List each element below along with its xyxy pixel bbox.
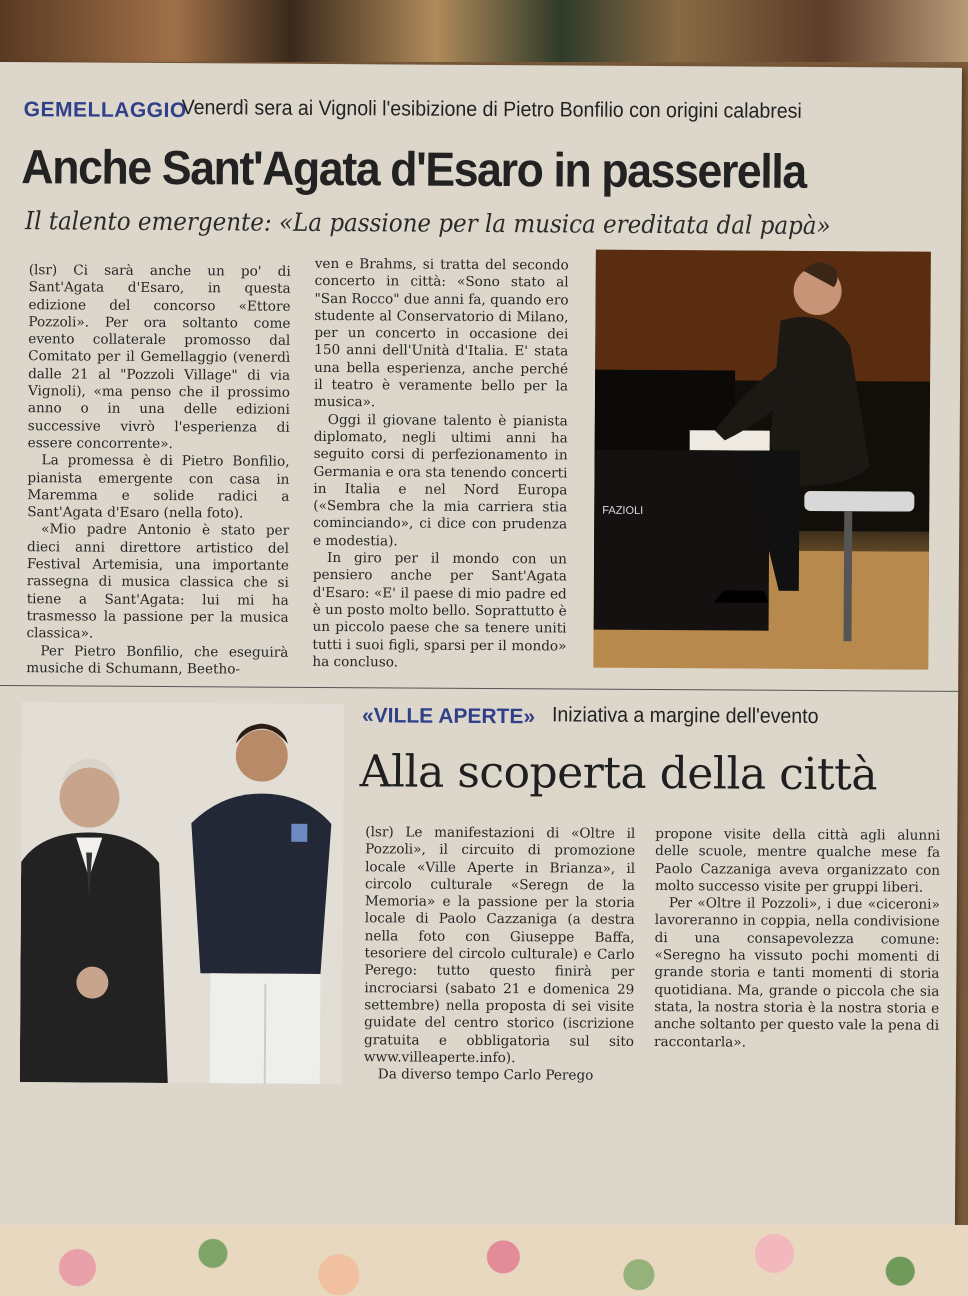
article1-kicker: GEMELLAGGIO bbox=[23, 98, 187, 123]
article1-col2-paragraph: ven e Brahms, si tratta del secondo concerto in città: «Sono stato al "San Rocco" due anni fa, quando ero studente al Conservatorio di Milano, per un concerto in occasione dei 150 anni dell'Unità d'Italia. E' stata una bella esperienza, anche perché il teatro è veramente bello per la musica». bbox=[313, 255, 569, 411]
people-photo bbox=[20, 702, 344, 1084]
two-men-illustration bbox=[20, 702, 344, 1084]
article2-headline: Alla scoperta della città bbox=[359, 746, 878, 801]
article1-col1-paragraph: Per Pietro Bonfilio, che eseguirà musiche di Schumann, Beetho- bbox=[26, 642, 289, 678]
article2-column-2 bbox=[654, 826, 940, 1053]
article1-col1-paragraph: «Mio padre Antonio è stato per dieci anni direttore artistico del Festival Artemisia, una importante rassegna di musica classica che si tiene a Sant'Agata: lui mi ha trasmesso la passione per la musica classica». bbox=[26, 521, 290, 642]
article1-col1-paragraph: La promessa è di Pietro Bonfilio, pianista emergente con casa in Maremma e solide radici a Sant'Agata d'Esaro (nella foto). bbox=[27, 452, 290, 522]
newspaper-page bbox=[0, 62, 962, 1246]
piano-brand-logo: FAZIOLI bbox=[602, 504, 644, 517]
section-divider bbox=[0, 685, 958, 692]
article1-col2-paragraph: Oggi il giovane talento è pianista diplomato, negli ultimi anni ha seguito corsi di perfezionamento in Germania e ora sta tenendo concerti in Italia e nel Nord Europa («Sembra che la mia carriera stia cominciando», ci dice con prudenza e modestia). bbox=[313, 411, 568, 550]
article2-kicker: «VILLE APERTE» bbox=[361, 704, 536, 729]
article2-col2-paragraph: propone visite della città agli alunni delle scuole, mentre qualche mese fa Paolo Cazzaniga aveva organizzato con molto successo visite per gruppi liberi. bbox=[654, 826, 941, 896]
article2-col2-paragraph: Per «Oltre il Pozzoli», i due «ciceroni» lavoreranno in coppia, nella condivisione di una consapevolezza comune: «Seregno ha vissuto pochi momenti di grande storia e tanti momenti di storia quotidiana. Ma, grande o piccola che sia stata, la nostra storia è la nostra storia e anche soltanto per questo vale la pena di raccontarla». bbox=[653, 895, 940, 1051]
article1-col2-paragraph: In giro per il mondo con un pensiero anche per Sant'Agata d'Esaro: «E' il paese di mio padre ed è un posto molto bello. Soprattutto è un piccolo paese che sa tenere uniti tutti i suoi figli, sparsi per il mondo» ha concluso. bbox=[312, 550, 568, 671]
article1-kicker-text: Venerdì sera ai Vignoli l'esibizione di Pietro Bonfilio con origini calabresi bbox=[181, 96, 802, 123]
article1-subheadline: Il talento emergente: «La passione per la musica ereditata dal papà» bbox=[24, 206, 831, 241]
article1-column-1 bbox=[26, 262, 291, 679]
article2-col1-paragraph: Da diverso tempo Carlo Perego bbox=[377, 1066, 594, 1084]
article1-headline: Anche Sant'Agata d'Esaro in passerella bbox=[21, 141, 806, 199]
pianist-photo bbox=[593, 250, 931, 670]
article2-col1-paragraph: (lsr) Le manifestazioni di «Oltre il Pozzoli», il circuito di promozione locale «Ville Aperte in Brianza», il circolo culturale «Seregn de la Memoria» e la passione per la storia locale di Paolo Cazzaniga (a destra nella foto con Giuseppe Baffa, tesoriere del circolo culturale) e Carlo Perego: tutto questo finirà per incrociarsi (sabato 21 e domenica 29 settembre) nella proposta di sei visite guidate del centro storico (iscrizione gratuita e obbligatoria sul sito www.villeaperte.info). bbox=[363, 824, 636, 1067]
pianist-illustration bbox=[593, 250, 931, 670]
article2-column-1 bbox=[364, 824, 636, 1085]
article2-kicker-text: Iniziativa a margine dell'evento bbox=[551, 703, 819, 729]
article1-col1-paragraph: (lsr) Ci sarà anche un po' di Sant'Agata d'Esaro, in questa edizione del concorso «Ettore Pozzoli». Per ora soltanto come evento collaterale promosso dal Comitato per il Gemellaggio (venerdì dalle 21 al "Pozzoli Village" di via Vignoli), «ma penso che il prossimo anno o in una delle edizioni successive vivrò l'esperienza di essere concorrente». bbox=[27, 262, 291, 453]
floral-fabric-background bbox=[0, 1225, 968, 1296]
article1-column-2 bbox=[312, 256, 569, 673]
previous-page-photo-strip bbox=[0, 0, 968, 62]
